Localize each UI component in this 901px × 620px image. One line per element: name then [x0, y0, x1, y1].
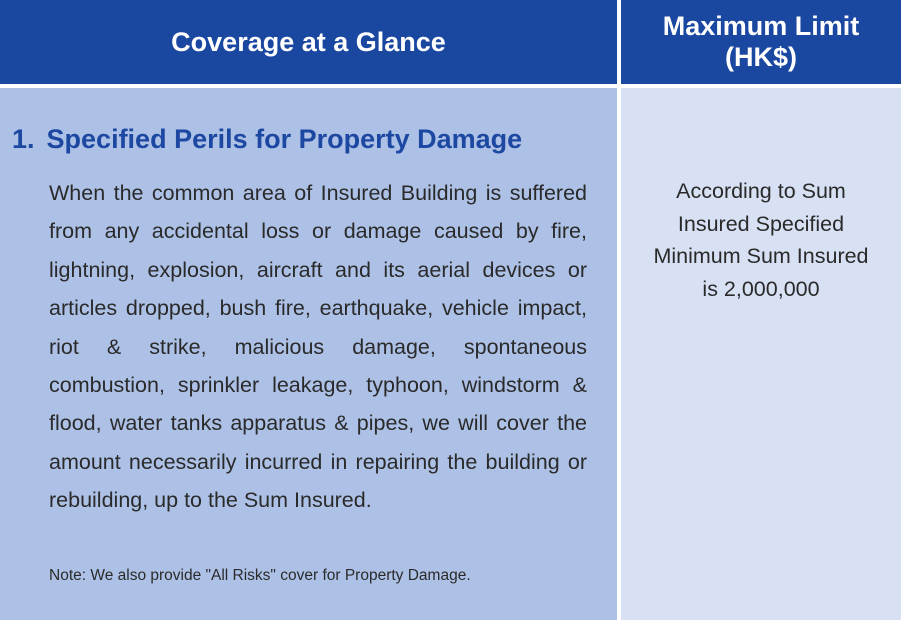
limit-cell	[621, 88, 901, 620]
maximum-limit-header	[621, 0, 901, 84]
limit-line-1: According to Sum	[676, 179, 846, 203]
section-description: When the common area of Insured Building is suffered from any accidental loss or damage caused by fire, lightning, explosion, aircraft and its aerial devices or articles dropped, bush fire, earthquake, vehicle impact, riot & strike, malicious damage, spontaneous combustion, sprinkler leakage, typhoon, windstorm & flood, water tanks apparatus & pipes, we will cover the amount necessarily incurred in repairing the building or rebuilding, up to the Sum Insured.	[49, 181, 587, 513]
section-number: 1.	[12, 124, 35, 154]
maximum-limit-header-line2: (HK$)	[725, 42, 797, 72]
section-title-text: Specified Perils for Property Damage	[46, 124, 523, 154]
coverage-cell	[0, 88, 617, 620]
coverage-header	[0, 0, 617, 84]
limit-line-2: Insured Specified	[677, 211, 845, 236]
limit-line-4: is 2,000,000	[702, 276, 820, 301]
coverage-header-label: Coverage at a Glance	[171, 26, 446, 57]
limit-line-3: Minimum Sum Insured	[653, 244, 869, 268]
section-note: Note: We also provide "All Risks" cover for Property Damage.	[49, 567, 471, 584]
maximum-limit-header-line1: Maximum Limit	[662, 11, 860, 41]
limit-text	[621, 175, 901, 305]
section-title	[12, 124, 522, 155]
